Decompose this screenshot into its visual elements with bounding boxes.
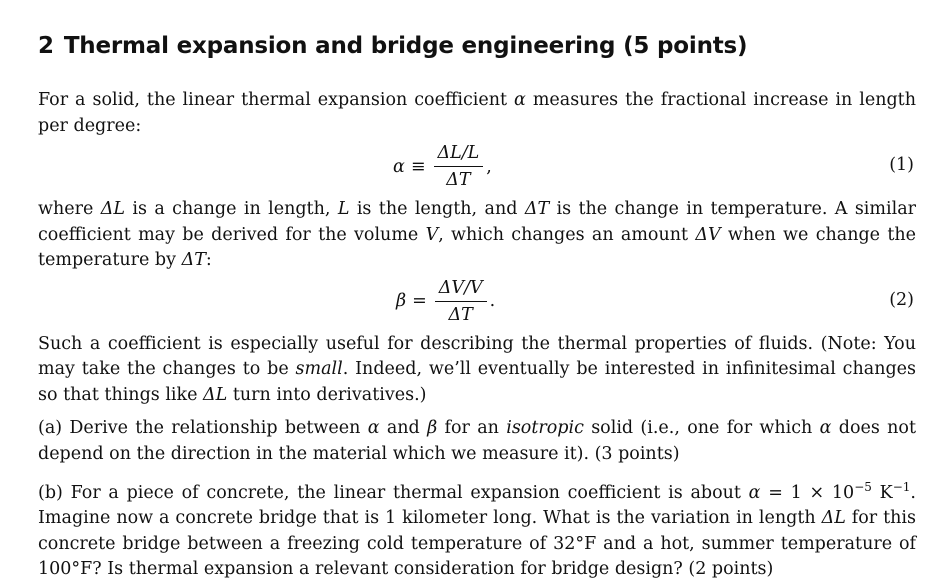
delta-l-symbol: ΔL [100, 199, 125, 219]
alpha-symbol: α [514, 90, 526, 110]
equation-2 [38, 274, 916, 332]
p2-text-a: where [38, 199, 101, 219]
intro-text-a: For a solid, the linear thermal expansion coefficient [38, 90, 515, 110]
p2-text-f: when we change the temperature by [38, 224, 916, 270]
p2-text-d: is the change in temperature. A similar coefficient may be derived for the volume [38, 199, 916, 245]
p2-text-g: : [205, 250, 212, 270]
pa-beta: β [427, 418, 438, 438]
eq2-denominator: ΔT [448, 304, 473, 325]
pa-text-e: does not depend on the direction in the material which we measure it). (3 points) [38, 418, 916, 464]
delta-v-symbol: ΔV [695, 224, 721, 245]
pa-text-b: and [379, 418, 428, 438]
eq1-tail: , [486, 156, 492, 177]
pa-alpha: α [367, 418, 380, 438]
pb-value: = 1 × 10 [760, 482, 855, 503]
pb-delta-l: ΔL [821, 508, 846, 529]
isotropic-emphasis: isotropic [506, 418, 584, 438]
pb-text-a: (b) For a piece of concrete, the linear thermal expansion coefficient is about [38, 482, 749, 503]
eq1-denominator: ΔT [446, 170, 471, 190]
eq2-tail: . [489, 291, 496, 311]
eq2-numerator: ΔV/V [435, 276, 487, 302]
eq1-operator: ≡ [410, 156, 426, 177]
eq2-lhs: β [396, 291, 407, 311]
delta-t-symbol: ΔT [524, 199, 550, 219]
paragraph-3 [38, 332, 916, 409]
part-a [38, 416, 916, 467]
p3-text-c: turn into derivatives.) [227, 384, 427, 405]
eq1-number: (1) [889, 155, 914, 175]
pb-text-b: . Imagine now a concrete bridge that is 1 kilometer long. What is the variation in length [38, 482, 916, 529]
pb-exponent-1: −5 [854, 480, 872, 494]
pa-text-a: (a) Derive the relationship between [38, 418, 368, 438]
v-symbol: V [425, 224, 439, 245]
p2-text-c: is the length, and [349, 199, 525, 219]
pb-text-c: for this concrete bridge between a freezing cold temperature of 32°F and a hot, summer temperature of 100°F? Is thermal expansion a relevant consideration for bridge design? (2 points) [38, 508, 916, 580]
pb-unit: K [871, 482, 893, 503]
equation-1 [38, 139, 916, 197]
pa-text-d: solid (i.e., one for which [583, 418, 820, 438]
eq1-lhs: α [393, 156, 405, 177]
paragraph-2 [38, 197, 916, 274]
eq2-number: (2) [889, 289, 914, 310]
section-number: 2 [38, 33, 54, 59]
eq2-operator: = [412, 291, 427, 311]
p2-text-b: is a change in length, [124, 199, 338, 219]
small-emphasis: small [295, 359, 343, 379]
delta-t-symbol-2: ΔT [181, 250, 206, 270]
delta-l-symbol-3: ΔL [203, 384, 228, 405]
p3-text-b: . Indeed, we’ll eventually be interested in infinitesimal changes so that things like [38, 359, 917, 405]
l-symbol: L [337, 199, 350, 219]
pb-exponent-2: −1 [892, 480, 911, 494]
eq1-numerator: ΔL/L [434, 141, 484, 167]
p3-text-a: Such a coefficient is especially useful for describing the thermal properties of fluids. (Note: You may take the changes to be [38, 333, 916, 379]
intro-text-b: measures the fractional increase in length per degree: [38, 90, 916, 136]
pb-alpha: α [748, 482, 761, 503]
eq1-fraction [434, 141, 484, 192]
section-title: Thermal expansion and bridge engineering (5 points) [63, 33, 748, 59]
document [38, 28, 916, 583]
pa-text-c: for an [437, 418, 507, 438]
part-b [38, 475, 916, 583]
p2-text-e: , which changes an amount [438, 224, 696, 245]
pa-alpha-2: α [819, 418, 832, 438]
section-heading [38, 28, 916, 64]
intro-paragraph [38, 88, 916, 139]
eq2-fraction [435, 276, 487, 327]
